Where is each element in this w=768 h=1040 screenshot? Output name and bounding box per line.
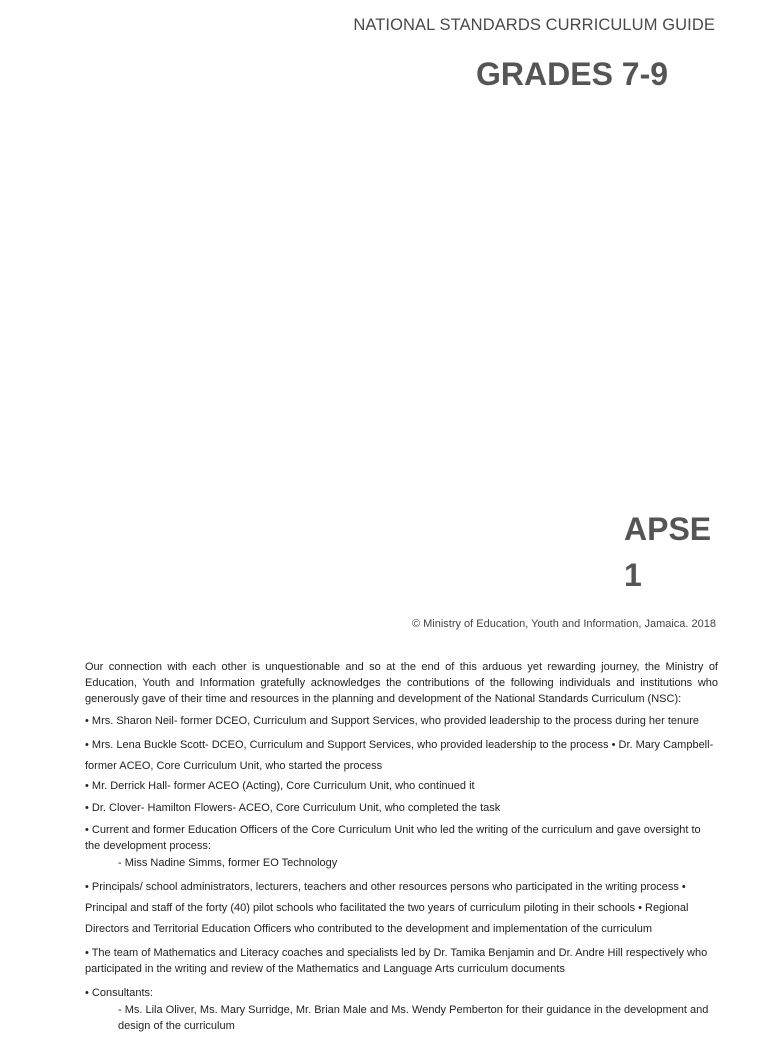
acknowledgement-item: • Dr. Clover- Hamilton Flowers- ACEO, Core Curriculum Unit, who completed the task (85, 802, 501, 814)
acknowledgement-subitem: - Miss Nadine Simms, former EO Technology (118, 857, 338, 869)
curriculum-guide-title: NATIONAL STANDARDS CURRICULUM GUIDE (353, 16, 715, 34)
acknowledgement-subitem: - Ms. Lila Oliver, Ms. Mary Surridge, Mr. Brian Male and Ms. Wendy Pemberton for their guidance in the development and design of the curriculum (118, 1004, 709, 1032)
acknowledgement-item: • Consultants: (85, 987, 154, 999)
grades-heading: GRADES 7-9 (476, 56, 669, 92)
acknowledgements-intro: Our connection with each other is unquestionable and so at the end of this arduous yet rewarding journey, the Ministry of Education, Youth and Information gratefully acknowledges the contributions of the following individuals and institutions who generously gave of their time and resources in the planning and development of the National Standards Curriculum (NSC): (85, 661, 718, 705)
acknowledgement-item: • Current and former Education Officers of the Core Curriculum Unit who led the writing of the curriculum and gave oversight to the development process: (85, 824, 701, 852)
acknowledgement-item: • Principals/ school administrators, lecturers, teachers and other resources persons who participated in the writing process • Principal and staff of the forty (40) pilot schools who facilitated the two years of curriculum piloting in their schools • Regional Directors and Territorial Education Officers who contributed to the development and implementation of the curriculum (85, 881, 689, 935)
copyright-notice: © Ministry of Education, Youth and Information, Jamaica. 2018 (411, 618, 716, 630)
subject-heading (624, 506, 734, 598)
acknowledgement-item: • The team of Mathematics and Literacy coaches and specialists led by Dr. Tamika Benjamin and Dr. Andre Hill respectively who participated in the writing and review of the Mathematics and Language Arts curriculum documents (85, 947, 708, 975)
subject-heading-line2: 1 (624, 557, 642, 593)
acknowledgement-item: • Mr. Derrick Hall- former ACEO (Acting), Core Curriculum Unit, who continued it (85, 780, 475, 792)
acknowledgements-section (85, 659, 718, 1040)
subject-heading-line1: APSE (624, 511, 712, 547)
acknowledgement-item: • Mrs. Sharon Neil- former DCEO, Curriculum and Support Services, who provided leadership to the process during her tenure (85, 715, 700, 727)
acknowledgement-item: • Mrs. Lena Buckle Scott- DCEO, Curriculum and Support Services, who provided leadership to the process • Dr. Mary Campbell- former ACEO, Core Curriculum Unit, who started the process (85, 739, 714, 772)
